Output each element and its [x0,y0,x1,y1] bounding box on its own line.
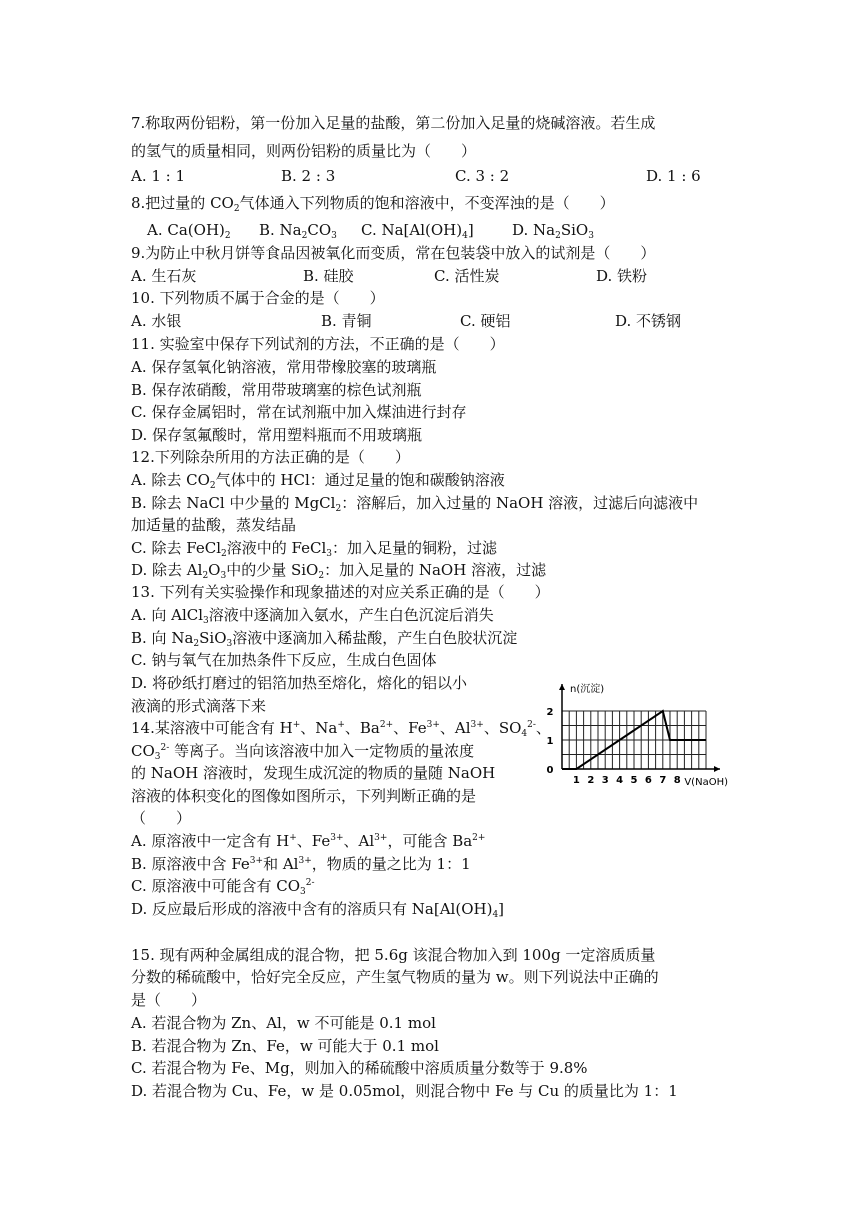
q14-stem-line4: 溶液的体积变化的图像如图所示，下列判断正确的是 [131,787,477,805]
x-tick-label: 2 [587,775,595,786]
q10-option-b: B. 青铜 [321,312,372,330]
q14-stem-line5: （ ） [131,809,192,827]
chart-labels [547,682,729,788]
q8-option-a: A. $Ca(OH)_2$ [147,221,231,241]
q15-option-c: C. 若混合物为 Fe、Mg，则加入的稀硫酸中溶质质量分数等于 9.8% [131,1059,588,1077]
q7-option-b: B. 2 : 3 [281,167,336,185]
q9-option-d: D. 铁粉 [596,267,648,285]
y-axis-arrow [559,684,565,690]
q13-option-d-cont: 液滴的形式滴落下来 [131,697,267,715]
q13-stem: 13. 下列有关实验操作和现象描述的对应关系正确的是（ ） [131,583,550,601]
x-tick-label: 5 [630,775,638,786]
q12-option-a: A. 除去 $CO_2$气体中的 HCl：通过足量的饱和碳酸钠溶液 [131,471,505,491]
precipitate-volume-chart [528,676,758,796]
q7-stem-line2: 的氢气的质量相同，则两份铝粉的质量比为（ ） [131,142,477,160]
q12-option-b-cont: 加适量的盐酸，蒸发结晶 [131,516,297,534]
q8-stem: 8.把过量的 $CO_2$气体通入下列物质的饱和溶液中，不变浑浊的是（ ） [131,194,615,214]
x-tick-label: 7 [659,775,667,786]
q15-stem-line2: 分数的稀硫酸中，恰好完全反应，产生氢气物质的量为 w。则下列说法中正确的 [131,968,659,986]
q14-option-b: B. 原溶液中含 $Fe^{3+}$和 $Al^{3+}$，物质的量之比为 1：1 [131,855,471,873]
q15-option-d: D. 若混合物为 Cu、Fe，w 是 0.05mol，则混合物中 Fe 与 Cu 的质量比为 1：1 [131,1082,678,1100]
q14-stem-line1: 14.某溶液中可能含有 H+、Na+、$Ba^{2+}$、$Fe^{3+}$、$Al^{3+}$、$SO_4^{2-}$、 [131,719,551,739]
q15-option-a: A. 若混合物为 Zn、Al，w 不可能是 0.1 mol [131,1014,436,1032]
q13-option-b: B. 向 $Na_2SiO_3$溶液中逐滴加入稀盐酸，产生白色胶状沉淀 [131,629,518,649]
q13-option-c: C. 钠与氧气在加热条件下反应，生成白色固体 [131,651,437,669]
q14-stem-line2: $CO_3^{2-}$ 等离子。当向该溶液中加入一定物质的量浓度 [131,742,475,762]
q11-stem: 11. 实验室中保存下列试剂的方法，不正确的是（ ） [131,335,505,353]
q14-option-a: A. 原溶液中一定含有 H+、$Fe^{3+}$、$Al^{3+}$，可能含 $Ba^{2+}$ [131,832,486,850]
x-tick-label: 4 [616,775,624,786]
x-axis-label: V(NaOH) [684,777,728,788]
q11-option-c: C. 保存金属铝时，常在试剂瓶中加入煤油进行封存 [131,403,467,421]
q11-option-b: B. 保存浓硝酸，常用带玻璃塞的棕色试剂瓶 [131,381,422,399]
q15-stem-line3: 是（ ） [131,991,207,1009]
x-tick-label: 1 [572,775,580,786]
q9-stem: 9.为防止中秋月饼等食品因被氧化而变质，常在包装袋中放入的试剂是（ ） [131,244,656,262]
q14-option-c: C. 原溶液中可能含有 $CO_3^{2-}$ [131,877,315,897]
y-tick-label: 2 [546,707,554,718]
q7-option-a: A. 1 : 1 [131,167,186,185]
q9-option-a: A. 生石灰 [131,267,197,285]
q10-option-a: A. 水银 [131,312,182,330]
q12-option-d: D. 除去 $Al_2O_3$中的少量 SiO$_2$：加入足量的 NaOH 溶液，过滤 [131,561,547,581]
q10-option-d: D. 不锈钢 [615,312,682,330]
x-tick-label: 8 [673,775,681,786]
y-axis-label: n(沉淀) [570,684,605,695]
q13-option-d: D. 将砂纸打磨过的铝箔加热至熔化，熔化的铝以小 [131,674,468,692]
q9-option-c: C. 活性炭 [434,267,500,285]
origin-label: 0 [546,765,554,776]
q14-option-d: D. 反应最后形成的溶液中含有的溶质只有 $Na[Al(OH)_4]$ [131,900,505,920]
q12-option-c: C. 除去 FeCl$_2$溶液中的 FeCl$_3$：加入足量的铜粉，过滤 [131,539,497,559]
q7-stem-line1: 7.称取两份铝粉，第一份加入足量的盐酸，第二份加入足量的烧碱溶液。若生成 [131,114,656,132]
x-tick-label: 6 [644,775,652,786]
y-tick-label: 1 [546,736,554,747]
q13-option-a: A. 向 AlCl$_3$溶液中逐滴加入氨水，产生白色沉淀后消失 [131,606,494,626]
q11-option-a: A. 保存氢氧化钠溶液，常用带橡胶塞的玻璃瓶 [131,358,437,376]
q8-option-c: C. $Na[Al(OH)_4]$ [361,221,474,241]
q14-stem-line3: 的 NaOH 溶液时，发现生成沉淀的物质的量随 NaOH [131,764,496,782]
x-axis-arrow [714,766,720,772]
q8-option-b: B. $Na_2CO_3$ [259,221,337,241]
q7-option-c: C. 3 : 2 [455,167,510,185]
q10-stem: 10. 下列物质不属于合金的是（ ） [131,289,385,307]
q15-option-b: B. 若混合物为 Zn、Fe，w 可能大于 0.1 mol [131,1037,439,1055]
q9-option-b: B. 硅胶 [303,267,354,285]
q12-option-b: B. 除去 NaCl 中少量的 MgCl$_2$：溶解后，加入过量的 NaOH 溶液，过滤后向滤液中 [131,494,699,514]
q7-option-d: D. 1 : 6 [646,167,701,185]
x-tick-label: 3 [601,775,609,786]
q10-option-c: C. 硬铝 [460,312,511,330]
q11-option-d: D. 保存氢氟酸时，常用塑料瓶而不用玻璃瓶 [131,426,423,444]
q15-stem-line1: 15. 现有两种金属组成的混合物，把 5.6g 该混合物加入到 100g 一定溶质质量 [131,946,656,964]
q12-stem: 12.下列除杂所用的方法正确的是（ ） [131,448,410,466]
q8-option-d: D. $Na_2SiO_3$ [512,221,594,241]
